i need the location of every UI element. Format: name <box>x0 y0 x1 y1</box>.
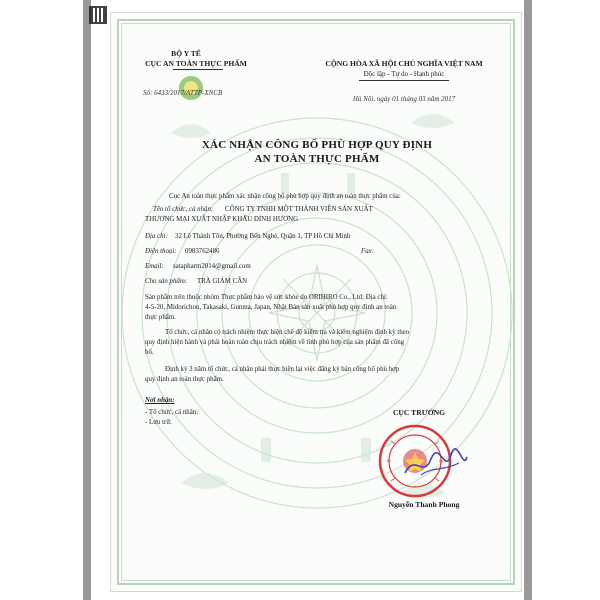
product-label: Cho sản phẩm: <box>145 278 188 285</box>
intro-text: Cục An toàn thực phẩm xác nhận công bố phù hợp quy định an toàn thực phẩm của: <box>169 193 401 200</box>
qr-code-icon <box>89 6 107 24</box>
address-value: 32 Lê Thánh Tôn, Phường Bến Nghé, Quận 1, TP Hồ Chí Minh <box>175 233 351 240</box>
window-frame-right <box>524 0 532 600</box>
document-title-line2: AN TOÀN THỰC PHẨM <box>254 153 380 165</box>
recipient-item-2: - Lưu trữ. <box>145 419 172 426</box>
signature-scribble-icon <box>401 445 471 485</box>
period-line1: Định kỳ 3 năm tổ chức, cá nhân phải thực hiện lại việc đăng ký bản công bố phù hợp <box>165 366 400 373</box>
phone-label: Điện thoại: <box>145 248 177 255</box>
address-label: Địa chỉ: <box>145 233 168 240</box>
signer-role: CỤC TRƯỞNG <box>392 408 446 417</box>
issue-date: Hà Nội, ngày 01 tháng 03 năm 2017 <box>352 95 456 103</box>
responsibility-line1: Tổ chức, cá nhân có trách nhiệm thực hiện chế độ kiểm tra và kiểm nghiệm định kỳ theo <box>165 329 410 336</box>
motto-rule <box>359 80 449 81</box>
responsibility-line2: quy định hiện hành và phải hoàn toàn chịu trách nhiệm về tính phù hợp của sản phẩm đã công <box>145 339 405 346</box>
window-frame-left <box>83 0 91 600</box>
country-heading: CỘNG HÒA XÃ HỘI CHỦ NGHĨA VIỆT NAM <box>325 59 483 68</box>
responsibility-line3: bố. <box>145 349 154 356</box>
ministry-name: BỘ Y TẾ <box>171 49 201 58</box>
email-label: Email: <box>145 263 164 270</box>
header-left-rule <box>173 69 223 70</box>
agency-name: CỤC AN TOÀN THỰC PHẨM <box>145 59 247 68</box>
country-motto: Độc lập - Tự do - Hạnh phúc <box>363 70 445 78</box>
description-line1: Sản phẩm trên thuộc nhóm Thực phẩm bảo vệ sức khỏe do ORIHIRO Co., Ltd; Địa chỉ: <box>145 294 388 301</box>
phone-value: 0983762486 <box>185 248 220 255</box>
signer-name: Nguyễn Thanh Phong <box>388 500 460 509</box>
product-value: TRÀ GIẢM CÂN <box>197 278 248 285</box>
period-line2: quy định an toàn thực phẩm. <box>145 376 224 383</box>
recipient-item-1: - Tổ chức, cá nhân; <box>145 409 199 416</box>
org-value-line2: THƯƠNG MẠI XUẤT NHẬP KHẨU ĐỈNH HƯƠNG <box>145 216 299 223</box>
org-value-line1: CÔNG TY TNHH MỘT THÀNH VIÊN SẢN XUẤT <box>225 206 373 213</box>
description-line2: 4-5-20, Midorichou, Takasaki, Gunma, Japan, Nhật Bản sản xuất phù hợp quy định an toàn <box>145 304 397 311</box>
document-number: Số: 6433/2017/ATTP-XNCB <box>143 89 223 97</box>
fax-label: Fax: <box>361 248 375 255</box>
email-value: satapharm2014@gmail.com <box>173 263 251 270</box>
description-line3: thực phẩm. <box>145 314 176 321</box>
recipients-label: Nơi nhận: <box>145 397 175 404</box>
certificate-document <box>110 12 522 592</box>
org-label: Tên tổ chức, cá nhân: <box>153 206 214 213</box>
document-title-line1: XÁC NHẬN CÔNG BỐ PHÙ HỢP QUY ĐỊNH <box>201 139 433 151</box>
